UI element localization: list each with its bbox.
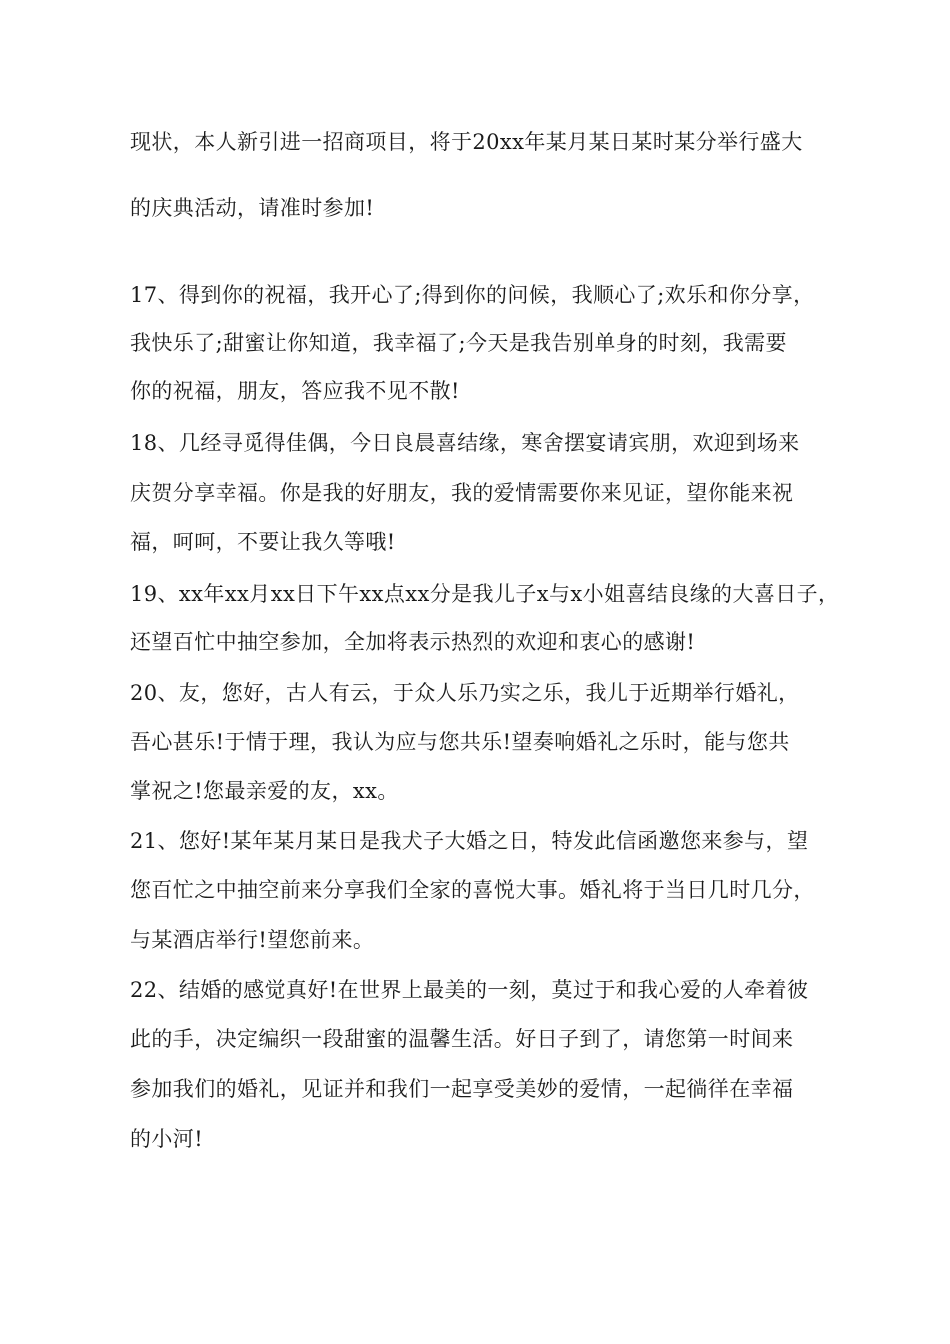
text-line: 18、几经寻觅得佳偶，今日良晨喜结缘，寒舍摆宴请宾朋，欢迎到场来	[130, 431, 800, 455]
text-line: 我快乐了;甜蜜让你知道，我幸福了;今天是我告别单身的时刻，我需要	[130, 331, 787, 355]
text-line: 19、xx年xx月xx日下午xx点xx分是我儿子x与x小姐喜结良缘的大喜日子，	[130, 582, 840, 606]
text-line: 您百忙之中抽空前来分享我们全家的喜悦大事。婚礼将于当日几时几分，	[130, 878, 815, 902]
text-line: 现状，本人新引进一招商项目，将于20xx年某月某日某时某分举行盛大	[130, 130, 803, 154]
text-line: 吾心甚乐!于情于理，我认为应与您共乐!望奏响婚礼之乐时，能与您共	[130, 730, 790, 754]
text-line: 的小河!	[130, 1127, 204, 1151]
text-line: 的庆典活动，请准时参加!	[130, 196, 375, 220]
text-line: 此的手，决定编织一段甜蜜的温馨生活。好日子到了，请您第一时间来	[130, 1027, 794, 1051]
text-line: 20、友，您好，古人有云，于众人乐乃实之乐，我儿于近期举行婚礼，	[130, 681, 800, 705]
text-line: 福，呵呵，不要让我久等哦!	[130, 530, 396, 554]
text-line: 22、结婚的感觉真好!在世界上最美的一刻，莫过于和我心爱的人牵着彼	[130, 978, 809, 1002]
text-line: 与某酒店举行!望您前来。	[130, 928, 375, 952]
text-line: 你的祝福，朋友，答应我不见不散!	[130, 379, 460, 403]
text-line: 17、得到你的祝福，我开心了;得到你的问候，我顺心了;欢乐和你分享，	[130, 283, 815, 307]
text-line: 21、您好!某年某月某日是我犬子大婚之日，特发此信函邀您来参与，望	[130, 829, 809, 853]
text-line: 还望百忙中抽空参加，全加将表示热烈的欢迎和衷心的感谢!	[130, 630, 696, 654]
text-line: 掌祝之!您最亲爱的友，xx。	[130, 779, 399, 803]
text-line: 参加我们的婚礼，见证并和我们一起享受美妙的爱情，一起徜徉在幸福	[130, 1077, 794, 1101]
text-line: 庆贺分享幸福。你是我的好朋友，我的爱情需要你来见证，望你能来祝	[130, 481, 794, 505]
